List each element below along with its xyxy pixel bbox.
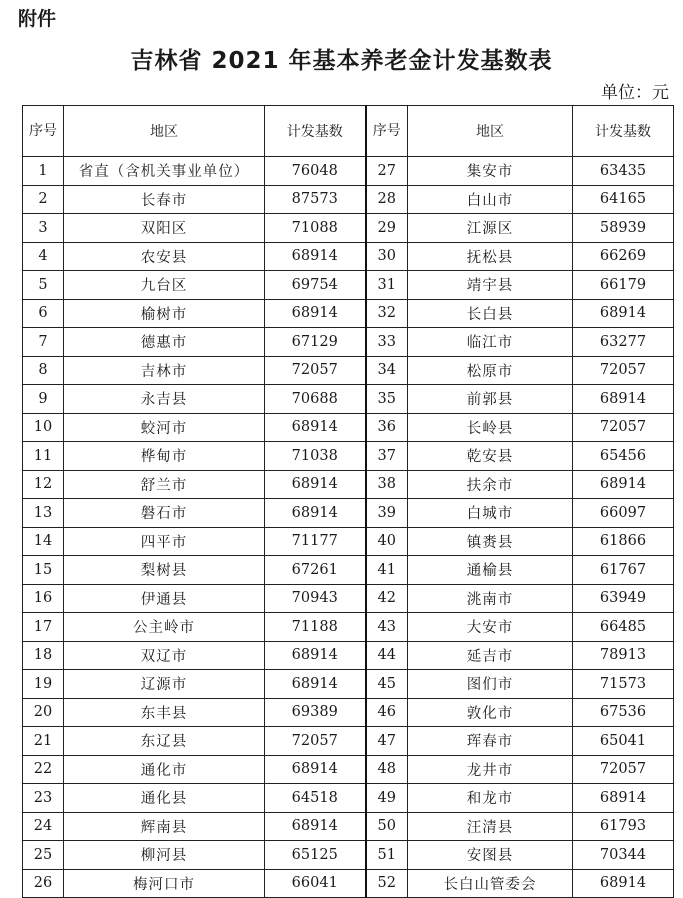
table-row — [23, 185, 674, 214]
region-cell-left: 四平市 — [64, 527, 265, 556]
base-cell-left: 71177 — [265, 527, 366, 556]
table-row — [23, 242, 674, 271]
column-header-base-right: 计发基数 — [573, 106, 674, 157]
region-cell-right: 临江市 — [408, 328, 573, 357]
pension-base-table — [22, 105, 674, 898]
seq-cell-right: 37 — [366, 442, 408, 471]
seq-cell-left: 14 — [23, 527, 64, 556]
region-cell-right: 大安市 — [408, 613, 573, 642]
region-cell-right: 白山市 — [408, 185, 573, 214]
seq-cell-right: 35 — [366, 385, 408, 414]
base-cell-left: 67129 — [265, 328, 366, 357]
region-cell-right: 乾安县 — [408, 442, 573, 471]
seq-cell-right: 43 — [366, 613, 408, 642]
table-header-row — [23, 106, 674, 157]
seq-cell-left: 3 — [23, 214, 64, 243]
seq-cell-right: 51 — [366, 841, 408, 870]
base-cell-right: 78913 — [573, 641, 674, 670]
unit-label: 单位：元 — [601, 83, 669, 103]
seq-cell-right: 39 — [366, 499, 408, 528]
seq-cell-right: 31 — [366, 271, 408, 300]
base-cell-left: 64518 — [265, 784, 366, 813]
table-row — [23, 869, 674, 898]
base-cell-right: 61793 — [573, 812, 674, 841]
seq-cell-left: 17 — [23, 613, 64, 642]
region-cell-left: 蛟河市 — [64, 413, 265, 442]
seq-cell-left: 12 — [23, 470, 64, 499]
table-row — [23, 613, 674, 642]
seq-cell-left: 4 — [23, 242, 64, 271]
seq-cell-right: 48 — [366, 755, 408, 784]
region-cell-right: 珲春市 — [408, 727, 573, 756]
seq-cell-left: 1 — [23, 157, 64, 186]
region-cell-left: 梅河口市 — [64, 869, 265, 898]
region-cell-right: 汪清县 — [408, 812, 573, 841]
region-cell-left: 辉南县 — [64, 812, 265, 841]
base-cell-right: 67536 — [573, 698, 674, 727]
seq-cell-right: 38 — [366, 470, 408, 499]
table-row — [23, 328, 674, 357]
column-header-seq-right: 序号 — [366, 106, 408, 157]
seq-cell-right: 49 — [366, 784, 408, 813]
seq-cell-left: 10 — [23, 413, 64, 442]
base-cell-left: 76048 — [265, 157, 366, 186]
base-cell-left: 72057 — [265, 356, 366, 385]
seq-cell-left: 2 — [23, 185, 64, 214]
region-cell-right: 洮南市 — [408, 584, 573, 613]
seq-cell-left: 26 — [23, 869, 64, 898]
base-cell-left: 68914 — [265, 470, 366, 499]
region-cell-right: 长白县 — [408, 299, 573, 328]
region-cell-left: 长春市 — [64, 185, 265, 214]
base-cell-right: 68914 — [573, 470, 674, 499]
table-row — [23, 784, 674, 813]
region-cell-left: 通化县 — [64, 784, 265, 813]
seq-cell-right: 40 — [366, 527, 408, 556]
base-cell-right: 66485 — [573, 613, 674, 642]
table-row — [23, 755, 674, 784]
seq-cell-left: 25 — [23, 841, 64, 870]
table-row — [23, 670, 674, 699]
region-cell-right: 长岭县 — [408, 413, 573, 442]
base-cell-left: 66041 — [265, 869, 366, 898]
seq-cell-left: 21 — [23, 727, 64, 756]
table-row — [23, 214, 674, 243]
region-cell-right: 长白山管委会 — [408, 869, 573, 898]
seq-cell-left: 15 — [23, 556, 64, 585]
base-cell-right: 66179 — [573, 271, 674, 300]
region-cell-left: 舒兰市 — [64, 470, 265, 499]
base-cell-right: 63277 — [573, 328, 674, 357]
base-cell-right: 68914 — [573, 784, 674, 813]
base-cell-right: 63435 — [573, 157, 674, 186]
document-title: 吉林省 2021 年基本养老金计发基数表 — [130, 48, 553, 74]
region-cell-left: 吉林市 — [64, 356, 265, 385]
region-cell-right: 安图县 — [408, 841, 573, 870]
base-cell-right: 68914 — [573, 869, 674, 898]
region-cell-left: 公主岭市 — [64, 613, 265, 642]
column-header-seq-left: 序号 — [23, 106, 64, 157]
seq-cell-left: 23 — [23, 784, 64, 813]
base-cell-right: 72057 — [573, 356, 674, 385]
base-cell-left: 68914 — [265, 299, 366, 328]
seq-cell-right: 46 — [366, 698, 408, 727]
base-cell-left: 70943 — [265, 584, 366, 613]
table-body — [23, 157, 674, 898]
base-cell-left: 69389 — [265, 698, 366, 727]
table-row — [23, 413, 674, 442]
region-cell-right: 敦化市 — [408, 698, 573, 727]
base-cell-right: 68914 — [573, 299, 674, 328]
table-row — [23, 499, 674, 528]
seq-cell-right: 44 — [366, 641, 408, 670]
base-cell-right: 61866 — [573, 527, 674, 556]
region-cell-right: 抚松县 — [408, 242, 573, 271]
base-cell-left: 65125 — [265, 841, 366, 870]
seq-cell-left: 18 — [23, 641, 64, 670]
base-cell-left: 68914 — [265, 755, 366, 784]
seq-cell-right: 33 — [366, 328, 408, 357]
table-row — [23, 157, 674, 186]
seq-cell-right: 32 — [366, 299, 408, 328]
seq-cell-left: 8 — [23, 356, 64, 385]
base-cell-left: 71088 — [265, 214, 366, 243]
base-cell-left: 68914 — [265, 641, 366, 670]
region-cell-left: 桦甸市 — [64, 442, 265, 471]
region-cell-right: 扶余市 — [408, 470, 573, 499]
base-cell-right: 72057 — [573, 413, 674, 442]
seq-cell-right: 29 — [366, 214, 408, 243]
region-cell-right: 靖宇县 — [408, 271, 573, 300]
seq-cell-right: 45 — [366, 670, 408, 699]
base-cell-left: 69754 — [265, 271, 366, 300]
table-row — [23, 385, 674, 414]
seq-cell-right: 50 — [366, 812, 408, 841]
base-cell-left: 67261 — [265, 556, 366, 585]
region-cell-left: 农安县 — [64, 242, 265, 271]
base-cell-left: 87573 — [265, 185, 366, 214]
region-cell-right: 通榆县 — [408, 556, 573, 585]
base-cell-right: 65456 — [573, 442, 674, 471]
region-cell-right: 镇赉县 — [408, 527, 573, 556]
base-cell-left: 68914 — [265, 242, 366, 271]
table-row — [23, 727, 674, 756]
region-cell-right: 松原市 — [408, 356, 573, 385]
base-cell-left: 71038 — [265, 442, 366, 471]
base-cell-right: 66269 — [573, 242, 674, 271]
seq-cell-left: 13 — [23, 499, 64, 528]
region-cell-left: 双阳区 — [64, 214, 265, 243]
seq-cell-left: 20 — [23, 698, 64, 727]
seq-cell-left: 16 — [23, 584, 64, 613]
seq-cell-left: 5 — [23, 271, 64, 300]
seq-cell-right: 36 — [366, 413, 408, 442]
base-cell-right: 64165 — [573, 185, 674, 214]
region-cell-right: 白城市 — [408, 499, 573, 528]
region-cell-left: 通化市 — [64, 755, 265, 784]
column-header-base-left: 计发基数 — [265, 106, 366, 157]
seq-cell-left: 22 — [23, 755, 64, 784]
table-row — [23, 356, 674, 385]
region-cell-left: 九台区 — [64, 271, 265, 300]
base-cell-left: 68914 — [265, 413, 366, 442]
seq-cell-right: 52 — [366, 869, 408, 898]
seq-cell-right: 27 — [366, 157, 408, 186]
region-cell-left: 伊通县 — [64, 584, 265, 613]
region-cell-left: 榆树市 — [64, 299, 265, 328]
seq-cell-left: 24 — [23, 812, 64, 841]
base-cell-left: 72057 — [265, 727, 366, 756]
seq-cell-right: 30 — [366, 242, 408, 271]
region-cell-right: 集安市 — [408, 157, 573, 186]
base-cell-right: 63949 — [573, 584, 674, 613]
region-cell-right: 图们市 — [408, 670, 573, 699]
table-row — [23, 556, 674, 585]
column-header-region-left: 地区 — [64, 106, 265, 157]
region-cell-left: 柳河县 — [64, 841, 265, 870]
base-cell-left: 71188 — [265, 613, 366, 642]
attachment-label: 附件 — [18, 8, 57, 30]
region-cell-left: 辽源市 — [64, 670, 265, 699]
table-row — [23, 470, 674, 499]
region-cell-left: 双辽市 — [64, 641, 265, 670]
base-cell-right: 58939 — [573, 214, 674, 243]
base-cell-right: 68914 — [573, 385, 674, 414]
region-cell-right: 江源区 — [408, 214, 573, 243]
base-cell-left: 70688 — [265, 385, 366, 414]
table-row — [23, 299, 674, 328]
table-row — [23, 812, 674, 841]
seq-cell-right: 47 — [366, 727, 408, 756]
table-row — [23, 841, 674, 870]
table-row — [23, 527, 674, 556]
region-cell-left: 磐石市 — [64, 499, 265, 528]
region-cell-left: 东辽县 — [64, 727, 265, 756]
region-cell-left: 德惠市 — [64, 328, 265, 357]
seq-cell-left: 6 — [23, 299, 64, 328]
base-cell-right: 72057 — [573, 755, 674, 784]
region-cell-right: 延吉市 — [408, 641, 573, 670]
seq-cell-right: 34 — [366, 356, 408, 385]
base-cell-right: 71573 — [573, 670, 674, 699]
table-row — [23, 442, 674, 471]
column-header-region-right: 地区 — [408, 106, 573, 157]
table-row — [23, 698, 674, 727]
base-cell-left: 68914 — [265, 812, 366, 841]
seq-cell-left: 11 — [23, 442, 64, 471]
seq-cell-right: 28 — [366, 185, 408, 214]
table-row — [23, 641, 674, 670]
base-cell-left: 68914 — [265, 670, 366, 699]
table-row — [23, 584, 674, 613]
base-cell-right: 65041 — [573, 727, 674, 756]
seq-cell-right: 41 — [366, 556, 408, 585]
region-cell-right: 龙井市 — [408, 755, 573, 784]
region-cell-left: 永吉县 — [64, 385, 265, 414]
seq-cell-right: 42 — [366, 584, 408, 613]
base-cell-right: 61767 — [573, 556, 674, 585]
seq-cell-left: 9 — [23, 385, 64, 414]
table-row — [23, 271, 674, 300]
seq-cell-left: 19 — [23, 670, 64, 699]
region-cell-right: 前郭县 — [408, 385, 573, 414]
base-cell-right: 66097 — [573, 499, 674, 528]
region-cell-left: 东丰县 — [64, 698, 265, 727]
region-cell-right: 和龙市 — [408, 784, 573, 813]
region-cell-left: 省直（含机关事业单位） — [64, 157, 265, 186]
base-cell-left: 68914 — [265, 499, 366, 528]
region-cell-left: 梨树县 — [64, 556, 265, 585]
base-cell-right: 70344 — [573, 841, 674, 870]
seq-cell-left: 7 — [23, 328, 64, 357]
